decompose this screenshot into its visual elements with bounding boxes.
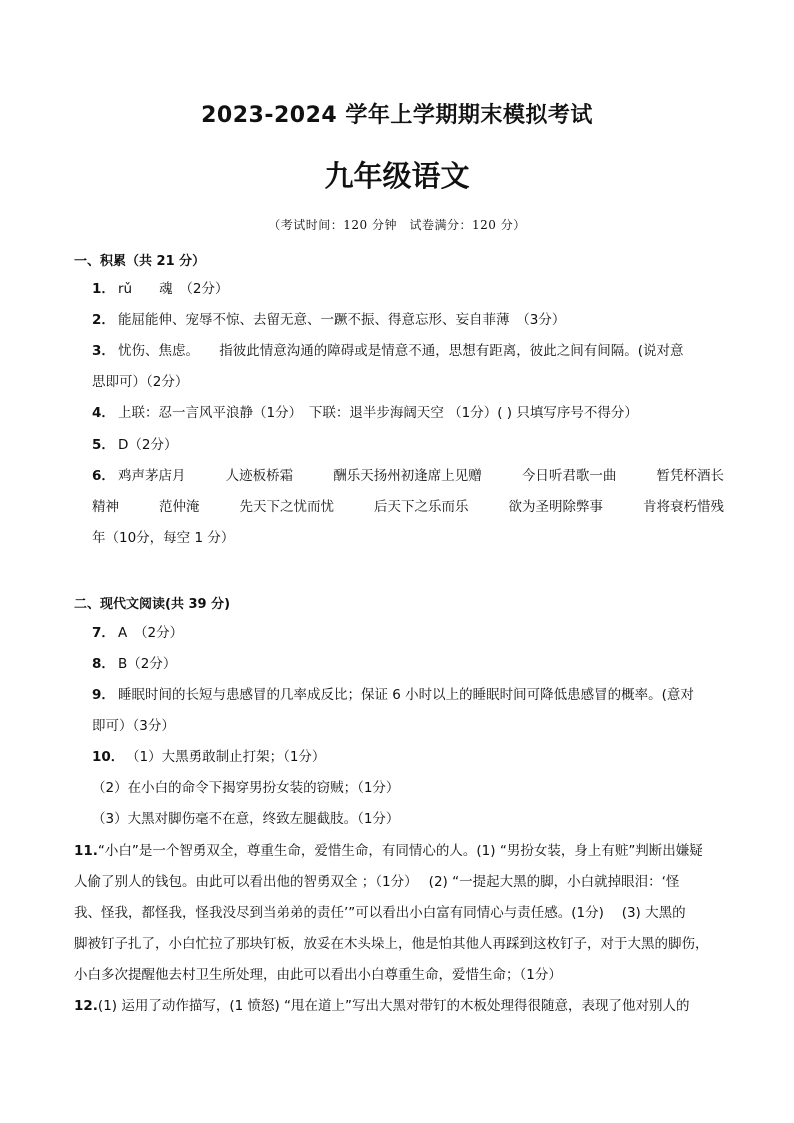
answer-5 (92, 436, 177, 454)
answer-text: “小白”是一个智勇双全，尊重生命，爱惜生命，有同情心的人。(1) “男扮女装，身上有赃”判断出嫌疑 (97, 843, 703, 859)
answer-4 (92, 404, 638, 422)
question-number: 11. (74, 843, 98, 859)
answer-blank: 先天下之忧而忧 (239, 499, 334, 515)
exam-subtitle: 九年级语文 (324, 159, 470, 193)
question-number: 9． (92, 687, 115, 703)
question-number: 5． (92, 437, 115, 453)
answer-9-continued: 即可）（3分） (92, 718, 175, 734)
answer-blank: 欲为圣明除弊事 (508, 499, 603, 515)
answer-blank: 肯将衰朽惜残 (643, 499, 724, 515)
answer-11-line-1 (74, 842, 703, 860)
answer-3-continued: 思即可）（2分） (92, 374, 189, 390)
question-number: 1． (92, 281, 115, 297)
answer-blank: 酬乐天扬州初逢席上见赠 (333, 468, 482, 484)
answer-2 (92, 311, 565, 329)
answer-text: (1) 运用了动作描写，(1 愤怒) “甩在道上”写出大黑对带钉的木板处理得很随意，表现了他对别人的 (97, 998, 690, 1014)
answer-blank: 精神 (92, 499, 119, 515)
answer-11-line-4: 脚被钉子扎了，小白忙拉了那块钉板，放妥在木头垛上，他是怕其他人再踩到这枚钉子，对于大黑的脚伤， (74, 936, 709, 952)
answer-11-line-5: 小白多次提醒他去村卫生所处理，由此可以看出小白尊重生命，爱惜生命；（1分） (74, 967, 562, 983)
answer-10-part-3: （3）大黑对脚伤毫不在意，终致左腿截肢。（1分） (92, 811, 400, 827)
answer-6-row-1 (92, 467, 724, 485)
question-number: 3． (92, 343, 115, 359)
answer-blank: 范仲淹 (159, 499, 200, 515)
answer-8 (92, 655, 176, 673)
answer-7 (92, 624, 183, 642)
question-number: 10． (92, 749, 125, 765)
answer-text: 上联：忍一言风平浪静（1分） 下联：退半步海阔天空 （1分）( ) 只填写序号不得分） (118, 405, 638, 421)
answer-text: 睡眠时间的长短与患感冒的几率成反比；保证 6 小时以上的睡眠时间可降低患感冒的概率。(意对 (118, 687, 694, 703)
answer-11-line-3: 我、怪我，都怪我，怪我没尽到当弟弟的责任’”可以看出小白富有同情心与责任感。(1分) (3) 大黑的 (74, 905, 686, 921)
answer-text: （1）大黑勇敢制止打架；（1分） (126, 749, 326, 765)
answer-1 (92, 280, 228, 298)
answer-text: 能屈能伸、宠辱不惊、去留无意、一蹶不振、得意忘形、妄自菲薄 （3分） (118, 312, 566, 328)
section-heading-accumulation: 一、积累（共 21 分） (74, 254, 206, 269)
answer-9 (92, 686, 694, 704)
answer-blank: 人迹板桥霜 (225, 468, 294, 484)
question-number: 4． (92, 405, 115, 421)
question-number: 8． (92, 656, 115, 672)
answer-text: 忧伤、焦虑。 指彼此情意沟通的障碍或是情意不通，思想有距离，彼此之间有间隔。(说对意 (118, 343, 684, 359)
section-heading-modern-reading: 二、现代文阅读(共 39 分) (74, 597, 231, 612)
question-number: 6． (92, 468, 115, 484)
answer-text: rǔ 魂 （2分） (118, 281, 229, 297)
answer-10-part-2: （2）在小白的命令下揭穿男扮女装的窃贼；（1分） (92, 780, 400, 796)
answer-3 (92, 342, 684, 360)
answer-6-row-3: 年（10分，每空 1 分） (92, 530, 235, 546)
answer-text: B（2分） (118, 656, 177, 672)
answer-blank: 暂凭杯酒长 (656, 468, 724, 484)
answer-blank: 鸡声茅店月 (118, 468, 186, 484)
answer-blank: 后天下之乐而乐 (374, 499, 469, 515)
question-number: 7． (92, 625, 115, 641)
exam-title: 2023-2024 学年上学期期末模拟考试 (201, 103, 593, 128)
answer-11-line-2: 人偷了别人的钱包。由此可以看出他的智勇双全 ；（1分） (2) “一提起大黑的脚，小白就掉眼泪：‘怪 (74, 874, 680, 890)
answer-blank: 今日听君歌一曲 (521, 468, 617, 484)
answer-10 (92, 748, 325, 766)
exam-info: （考试时间：120 分钟 试卷满分：120 分） (268, 218, 526, 232)
answer-12-line-1 (74, 997, 690, 1015)
answer-6-row-2 (92, 498, 724, 516)
question-number: 2． (92, 312, 115, 328)
question-number: 12. (74, 998, 98, 1014)
answer-text: A （2分） (118, 625, 184, 641)
answer-text: D（2分） (118, 437, 178, 453)
